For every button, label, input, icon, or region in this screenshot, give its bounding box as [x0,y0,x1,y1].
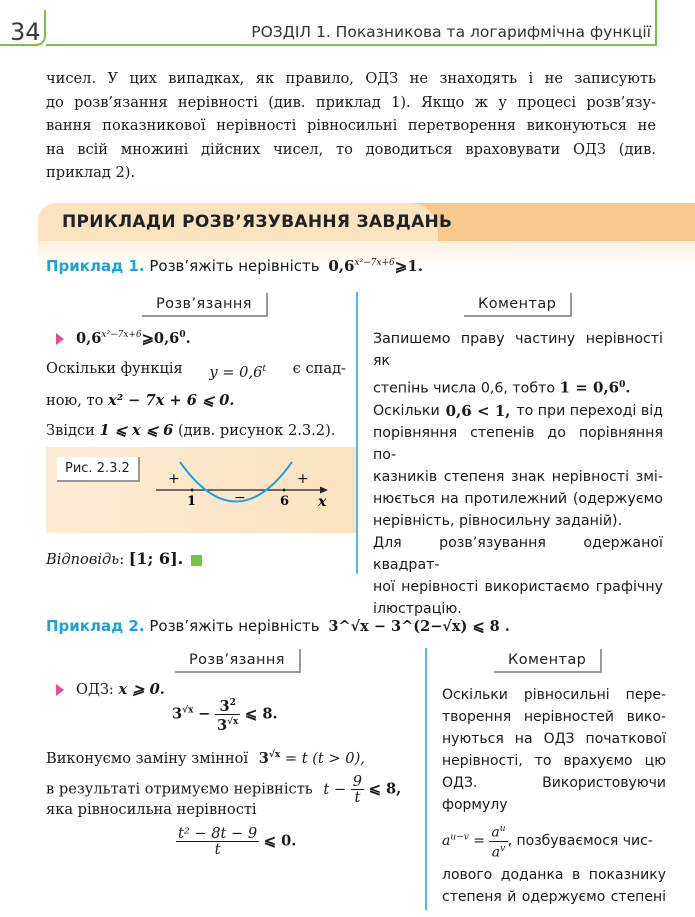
pink-arrow-icon [56,684,64,696]
sign-plus: + [168,471,180,487]
example1-base: 0,6 [328,257,355,275]
comment-line: нюється на протилежний (одержуємо [373,490,663,507]
intro-line: приклад 2). [46,164,136,181]
figure-label: Рис. 2.3.2 [57,457,140,482]
intro-line: чисел. У цих випадках, як правило, ОДЗ не знаходять і не записують [46,70,656,87]
pink-arrow-icon [56,333,64,345]
text: яка рівносильна нерівності [46,801,257,818]
text: Оскільки [373,402,440,419]
intro-line: вання показникової нерівності рівносильні перетворення виконуються не [46,117,656,134]
denominator: t [214,841,221,858]
text: Виконуємо заміну змінної [46,749,249,767]
comment-line: нерівність, рівносильну заданій). [373,512,623,529]
text: ною, то [46,391,104,409]
math-exp: √x [182,705,194,716]
comment-line: творення нерівностей вико- [442,709,666,725]
math-base: 0,6 [76,329,102,347]
comment-line: лового доданка в показнику [442,867,666,884]
math-exp: √x [268,750,281,760]
solution-line [46,388,346,414]
page-number: 34 [10,18,41,46]
denominator: t [354,789,361,806]
math-tail: = t (t > 0), [284,749,365,767]
math-exp: x²−7x+6 [101,330,142,340]
substitution-line [46,742,416,772]
text: (див. рисунок 2.3.2). [177,421,336,439]
odz-line [56,677,165,703]
intro-line: на всій множині дійсних чисел, то доводиться враховувати ОДЗ (див. [46,140,656,158]
solution-line [46,418,346,444]
math-eq: 1 = 0,6 [559,378,620,397]
example1-exponent: x²−7x+6 [354,258,395,268]
example1-comment [373,328,663,620]
fraction [351,774,364,805]
answer-label: Відповідь [46,551,120,568]
fraction [489,822,507,860]
math-end: . [185,329,191,347]
example1-text: Розв’яжіть нерівність [149,257,320,275]
column-divider [356,292,358,574]
comment-line: степеня й одержуємо степені [442,889,666,906]
math-base: 3 [258,749,269,767]
solution-tab: Розв’язання [175,649,301,673]
fraction [215,696,240,733]
tick-point [283,489,286,492]
math-exp: u [499,824,506,834]
math-tail: ⩽ 0. [263,832,297,850]
comment-line: нуються на ОДЗ початкової [442,731,666,747]
comment-line: казників степеня знак нерівності змі- [373,468,663,485]
example1-title [46,257,423,275]
math-func: y = 0,6 [209,363,263,381]
comment-line: Для розв’язування одержаної квадрат- [373,534,663,573]
text: є спад- [292,360,346,377]
header-rule-end [655,0,657,46]
tick-point [191,489,194,492]
numerator: 9 [352,773,363,790]
example2-comment [442,684,666,908]
sign-minus: − [234,490,246,506]
comment-line: нерівності, то врахуємо цю [442,753,666,769]
math-exp: 0 [619,380,626,390]
intro-line: до розв’язання нерівності (див. приклад 1). Якщо ж у процесі розв’язу- [46,93,656,111]
end-of-solution-icon [191,555,202,566]
solution-tab: Розв’язання [142,293,268,317]
example1-answer: Відповідь: [1; 6]. [46,546,202,573]
intro-paragraph [46,67,656,185]
comment-line: ілюстрацію. [373,600,462,617]
denominator: 3 [216,716,228,734]
comment-tab: Коментар [494,649,602,673]
text: , позбуваємося чис- [507,833,653,850]
math-exp: √x [227,716,239,727]
numerator: a [491,824,500,841]
math-base: 3 [172,705,183,723]
formula-lhs: a [442,833,451,850]
column-divider [425,648,427,910]
text: степінь числа 0,6, тобто [373,380,556,397]
math-range: 1 ⩽ x ⩽ 6 [99,421,174,439]
numerator: t² − 8t − 9 [178,825,258,842]
math-exp: 2 [229,698,236,708]
inequality-line [172,696,278,733]
example2-label: Приклад 2. [46,617,145,635]
math-exp: v [500,843,506,854]
comment-line [373,400,663,422]
comment-line: Запишемо праву частину нерівності як [373,331,663,369]
denominator: a [491,844,501,861]
final-inequality [176,826,296,857]
text: Оскільки функція [46,360,183,377]
section-title: РОЗДІЛ 1. Показникова та логарифмічна функції [251,23,651,41]
example1-solution-body [46,356,346,444]
math-exp: 0 [179,330,186,340]
math-tail: ⩾0,6 [141,329,180,347]
comment-line: ОДЗ. Використовуючи формулу [442,775,666,813]
example2-expr: 3^√x − 3^(2−√x) ⩽ 8 . [328,618,510,635]
header-rule [46,44,655,46]
result-line-2 [46,797,257,823]
solution-line [56,322,348,352]
comment-line: Оскільки рівносильні пере- [442,687,666,703]
math-t: t − [323,780,347,798]
example2-text: Розв’яжіть нерівність [149,617,320,635]
math-ineq: x² − 7x + 6 ⩽ 0. [108,391,235,409]
odz-label: ОДЗ: [76,681,114,698]
math-exp: u−v [450,832,469,843]
example1-solution [56,322,348,352]
comment-tab: Коментар [464,293,572,317]
fraction [176,826,259,857]
math-exp: t [262,364,266,374]
example1-label: Приклад 1. [46,257,145,275]
numerator: 3 [219,697,230,715]
text: Звідси [46,421,95,439]
comment-line: степінь числа 0,6, тобто $1 = 0,6^0$. [373,378,631,397]
answer-value: [1; 6]. [128,549,184,568]
example2-title [46,617,510,635]
math-ineq: 0,6 < 1, [445,401,511,420]
comment-line: ної нерівності використаємо графічну [373,578,663,595]
parabola-figure [140,455,340,525]
odz-math: x ⩾ 0. [118,681,165,698]
text: в результаті отримуємо нерівність [46,780,313,798]
solution-line [46,356,346,386]
examples-heading: ПРИКЛАДИ РОЗВ’ЯЗУВАННЯ ЗАВДАНЬ [62,212,453,232]
comment-line: порівняння степенів до порівняння по- [373,424,663,463]
tick-label: 1 [187,494,197,509]
sign-plus: + [297,471,309,487]
math-tail: ⩽ 8, [368,780,402,798]
tick-label: 6 [280,494,290,509]
axis-arrow-icon [320,487,328,494]
math-minus: − [198,705,211,723]
axis-label: x [318,494,327,510]
example1-tail: ⩾1. [394,257,423,275]
comment-line: $a^{u-v}$ = $\frac{a^u}{a^v}$ , позбуваємося чис- [442,824,653,861]
text: то при переході від [516,402,663,419]
math-tail: ⩽ 8. [245,705,278,723]
